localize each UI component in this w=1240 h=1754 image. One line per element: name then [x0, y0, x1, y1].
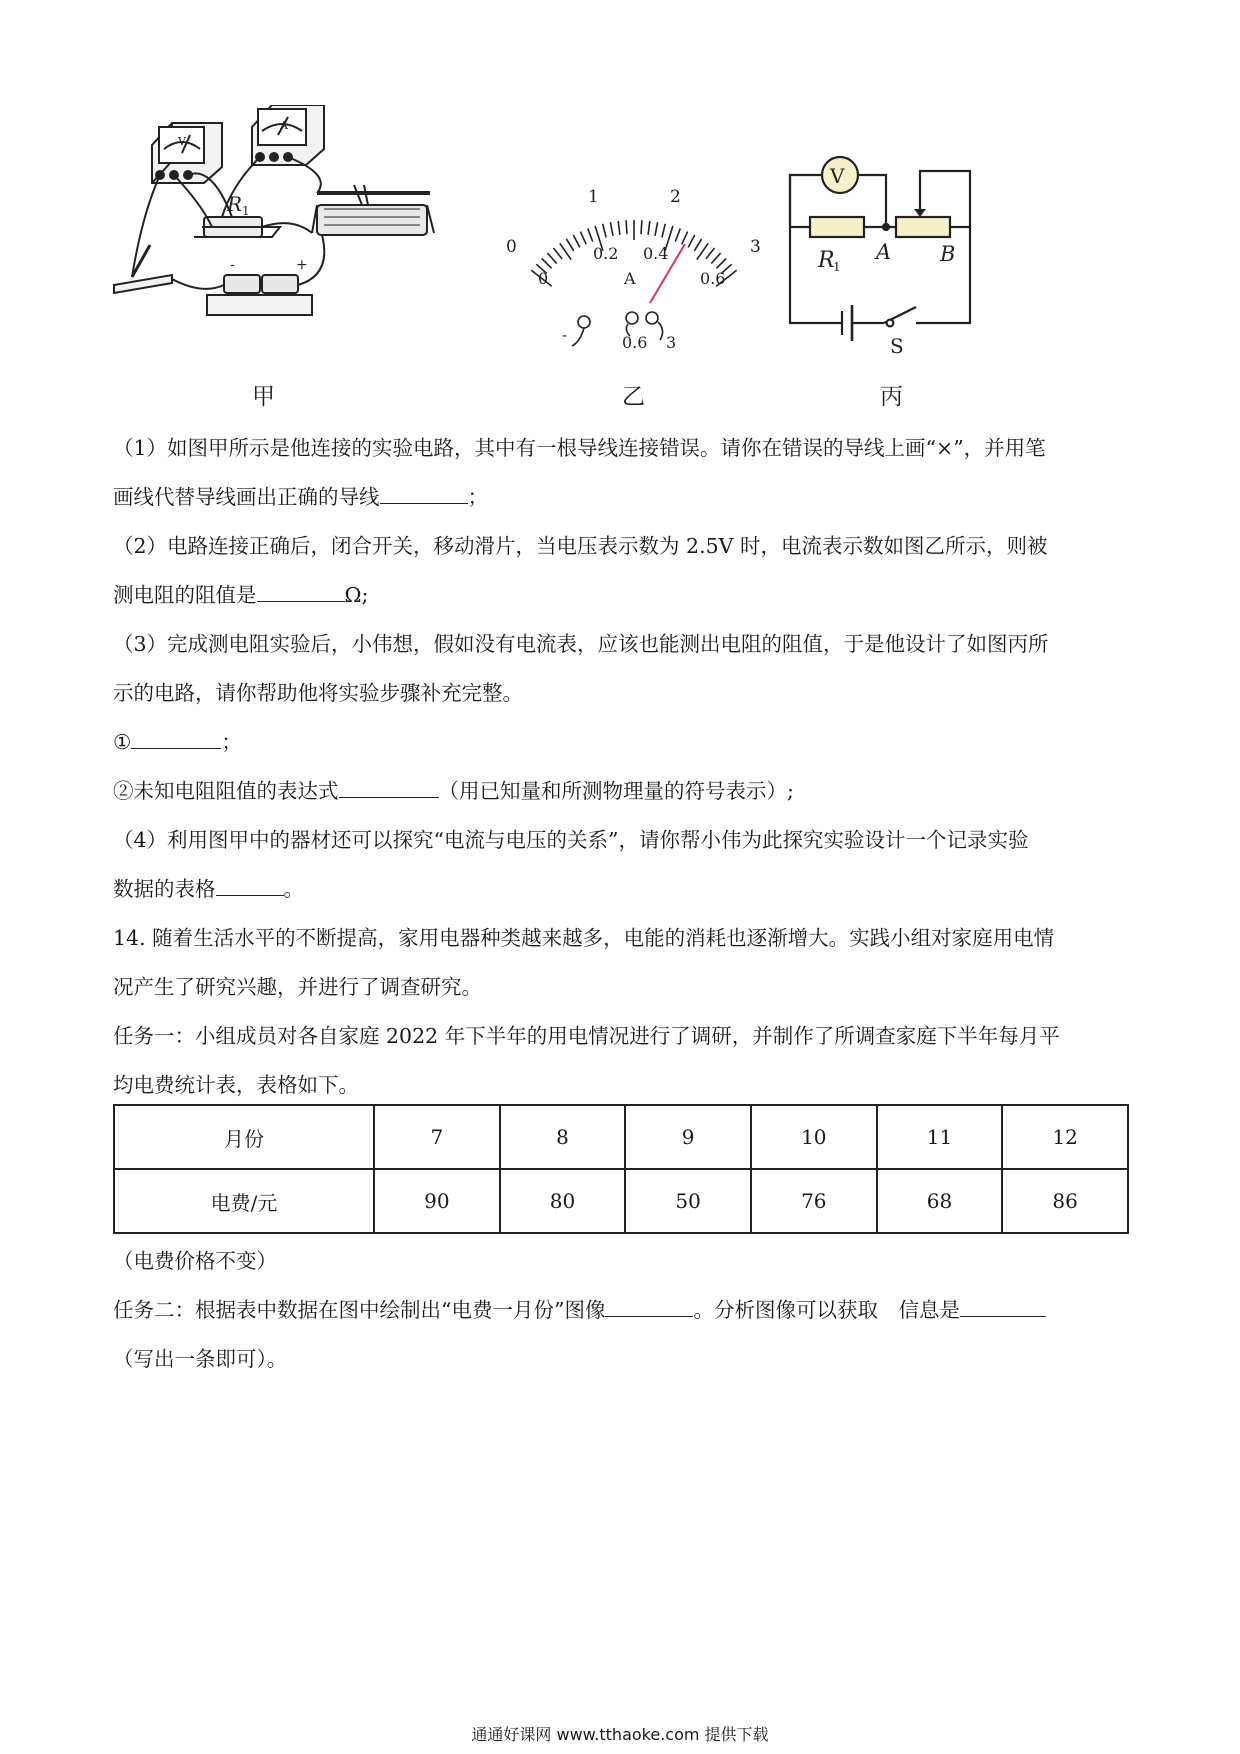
table-cell-month: 11 [877, 1105, 1003, 1169]
dial-tick [573, 235, 580, 247]
task1-line-1 [113, 1022, 1060, 1050]
terminal-minus: - [562, 326, 568, 344]
q14-text-1: 14. 随着生活水平的不断提高，家用电器种类越来越多，电能的消耗也逐渐增大。实践小组对家庭用电情 [113, 926, 1055, 950]
fee-table [113, 1104, 1129, 1234]
bing-resistor-label: R [818, 248, 835, 273]
q14-line-2 [113, 973, 482, 1001]
q3-line-4 [113, 777, 794, 805]
dial-tick [542, 259, 552, 269]
dial-tick [588, 229, 593, 242]
ammeter-letter: A [280, 119, 288, 132]
note-line [113, 1247, 277, 1275]
dial-unit: A [624, 269, 636, 288]
dial-tick [662, 224, 665, 238]
q3-text-1: （3）完成测电阻实验后，小伟想，假如没有电流表，应该也能测出电阻的阻值，于是他设计了如图丙所 [113, 632, 1049, 656]
q3-step2-text: ②未知电阻阻值的表达式 [113, 779, 339, 803]
q4-table-blank[interactable] [216, 875, 284, 896]
table-cell-month: 7 [374, 1105, 500, 1169]
q4-text-2: 数据的表格 [113, 877, 216, 901]
task2-text-3: （写出一条即可）。 [113, 1347, 288, 1371]
inner-scale-2: 0.4 [643, 244, 669, 263]
terminal-3: 3 [666, 333, 677, 352]
figure-yi-ammeter-dial [500, 180, 770, 360]
switch-label: S [890, 334, 904, 358]
dial-tick [655, 222, 658, 236]
q2-text-1: （2）电路连接正确后，闭合开关，移动滑片，当电压表示数为 2.5V 时，电流表示数如图乙所示，则被 [113, 534, 1048, 558]
q3-expression-blank[interactable] [339, 777, 439, 798]
dial-tick [566, 239, 573, 251]
table-cell-month: 8 [500, 1105, 626, 1169]
q1-text-2-end: ； [467, 485, 488, 509]
resistor-label: R [227, 192, 243, 216]
price-note: （电费价格不变） [113, 1249, 277, 1273]
bing-voltmeter-letter: V [830, 164, 845, 188]
outer-scale-3: 3 [750, 237, 761, 257]
table-cell-fee: 80 [500, 1169, 626, 1233]
dial-tick [711, 253, 720, 264]
q4-line-1 [113, 826, 1029, 854]
figure-jia-circuit [112, 105, 492, 345]
table-cell-fee: 86 [1002, 1169, 1128, 1233]
q3-line-3 [113, 728, 242, 756]
point-a-label: A [876, 240, 892, 264]
task1-text-1: 任务一：小组成员对各自家庭 2022 年下半年的用电情况进行了调研，并制作了所调查家庭下半年每月平 [113, 1024, 1060, 1048]
figure-bing-circuit-diagram [780, 155, 980, 360]
q3-text-2: 示的电路，请你帮助他将实验步骤补充完整。 [113, 681, 523, 705]
dial-tick [554, 248, 563, 259]
voltmeter-letter: V [178, 135, 186, 148]
table-cell-fee: 76 [751, 1169, 877, 1233]
caption-yi: 乙 [622, 384, 645, 410]
bing-resistor-subscript: 1 [833, 260, 841, 274]
q14-text-2: 况产生了研究兴趣，并进行了调查研究。 [113, 975, 482, 999]
outer-scale-2: 2 [670, 187, 681, 207]
q4-text-1: （4）利用图甲中的器材还可以探究“电流与电压的关系”，请你帮小伟为此探究实验设计一个记录实验 [113, 828, 1029, 852]
dial-tick [675, 229, 680, 242]
dial-tick [610, 222, 613, 236]
q2-line-1 [113, 532, 1047, 560]
dial-tick [603, 224, 606, 238]
q3-line-2 [113, 679, 523, 707]
inner-scale-0: 0 [538, 269, 549, 288]
outer-scale-0: 0 [506, 237, 517, 257]
dial-tick [682, 232, 688, 245]
q3-step1-number: ① [113, 730, 132, 754]
q3-step1-end: ； [221, 730, 242, 754]
q2-text-2: 测电阻的阻值是 [113, 583, 257, 607]
table-cell-fee: 90 [374, 1169, 500, 1233]
resistor-subscript: 1 [242, 204, 250, 218]
table-cell-month: 10 [751, 1105, 877, 1169]
q3-line-1 [113, 630, 1049, 658]
inner-scale-1: 0.2 [593, 244, 619, 263]
task2-text-2: 。分析图像可以获取 信息是 [693, 1298, 960, 1322]
inner-scale-3: 0.6 [700, 269, 726, 288]
table-cell-fee: 68 [877, 1169, 1003, 1233]
task2-line-2 [113, 1345, 287, 1373]
caption-bing: 丙 [880, 384, 903, 410]
q2-text-2-end: Ω; [344, 583, 369, 607]
table-row-fees [114, 1169, 1128, 1233]
q2-line-2 [113, 581, 368, 609]
dial-tick [641, 220, 642, 234]
table-cell-fee: 50 [625, 1169, 751, 1233]
task2-graph-blank[interactable] [605, 1296, 693, 1317]
table-cell-month: 9 [625, 1105, 751, 1169]
table-header-month: 月份 [114, 1105, 374, 1169]
page-footer: 通通好课网 www.tthaoke.com 提供下载 [471, 1725, 769, 1744]
q1-line-2 [113, 483, 488, 511]
dial-tick [580, 232, 586, 245]
task2-info-blank[interactable] [960, 1296, 1046, 1317]
task2-text-1: 任务二：根据表中数据在图中绘制出“电费一月份”图像 [113, 1298, 606, 1322]
table-cell-month: 12 [1002, 1105, 1128, 1169]
q14-line-1 [113, 924, 1054, 952]
battery-minus: - [230, 257, 235, 273]
q3-step2-end: （用已知量和所测物理量的符号表示）; [438, 779, 794, 803]
q1-answer-blank[interactable] [380, 483, 468, 504]
outer-scale-1: 1 [588, 187, 599, 207]
battery-plus: + [296, 257, 308, 273]
q2-answer-blank[interactable] [257, 581, 345, 602]
dial-tick [618, 221, 620, 235]
q4-line-2 [113, 875, 304, 903]
q1-text-1: （1）如图甲所示是他连接的实验电路，其中有一根导线连接错误。请你在错误的导线上画“×”，并用笔 [113, 436, 1046, 460]
terminal-06: 0.6 [622, 333, 648, 352]
dial-tick [694, 239, 701, 251]
q1-line-1 [113, 434, 1046, 462]
q1-text-2: 画线代替导线画出正确的导线 [113, 485, 380, 509]
q3-step1-blank[interactable] [131, 728, 221, 749]
q4-text-2-end: 。 [283, 877, 304, 901]
dial-tick [547, 253, 556, 264]
dial-tick [688, 235, 695, 247]
point-b-label: B [940, 242, 956, 266]
table-header-fee: 电费/元 [114, 1169, 374, 1233]
task1-text-2: 均电费统计表，表格如下。 [113, 1073, 359, 1097]
task1-line-2 [113, 1071, 359, 1099]
dial-tick [648, 221, 650, 235]
task2-line-1 [113, 1296, 1046, 1324]
dial-tick [716, 259, 726, 269]
table-row-months [114, 1105, 1128, 1169]
dial-tick [626, 220, 627, 234]
dial-tick [706, 248, 715, 259]
caption-jia: 甲 [252, 384, 275, 410]
